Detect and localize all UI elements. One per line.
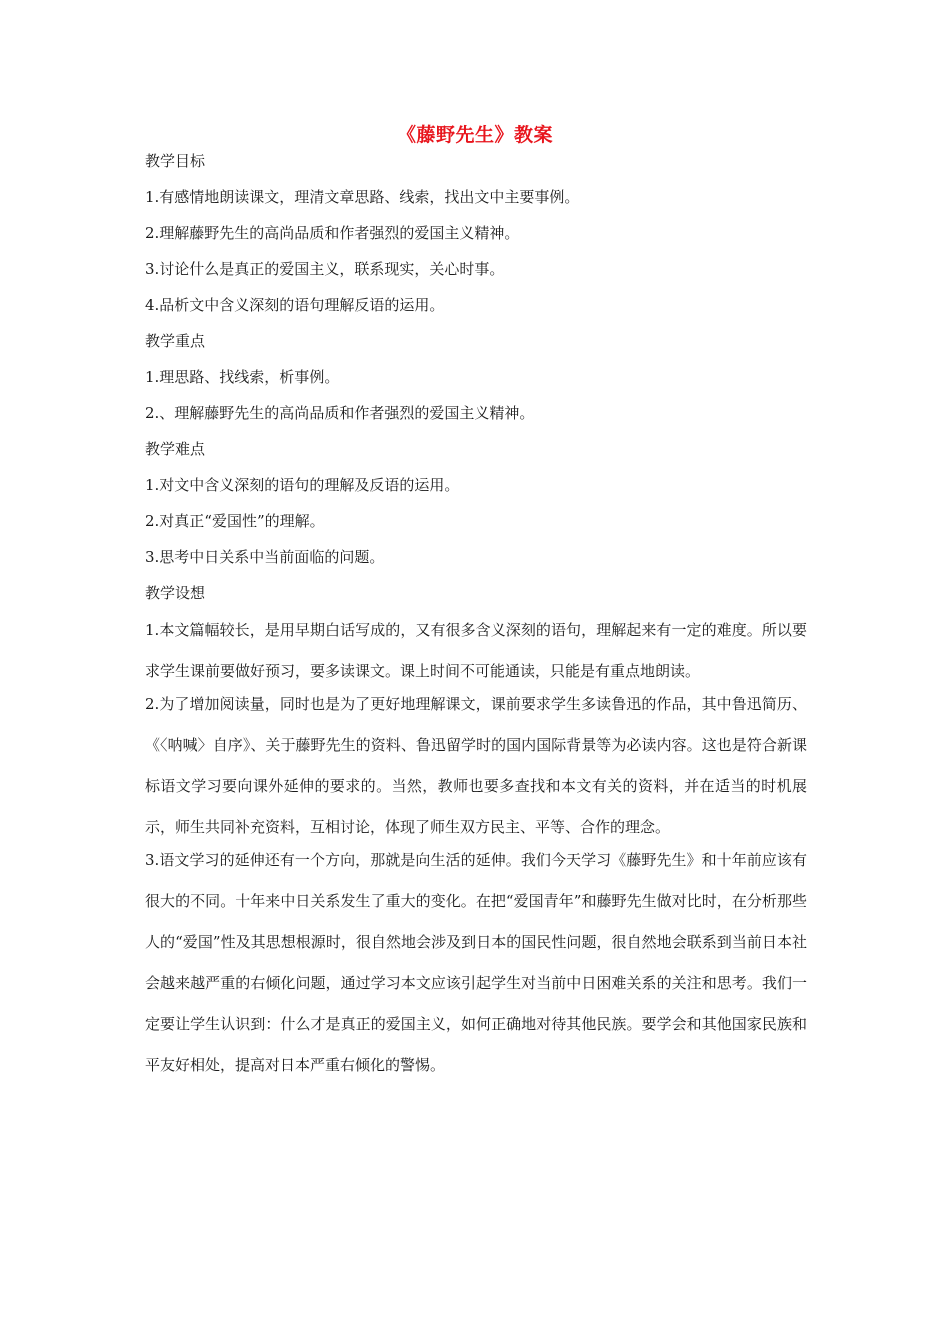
section-heading-focus: 教学重点	[145, 332, 206, 350]
focus-item: 1.理思路、找线索，析事例。	[145, 368, 340, 386]
design-paragraph: 2.为了增加阅读量，同时也是为了更好地理解课文，课前要求学生多读鲁迅的作品，其中鲁迅简历、《〈呐喊〉自序》、关于藤野先生的资料、鲁迅留学时的国内国际背景等为必读内容。这也是符合新课标语文学习要向课外延伸的要求的。当然，教师也要多查找和本文有关的资料，并在适当的时机展示，师生共同补充资料，互相讨论，体现了师生双方民主、平等、合作的理念。	[145, 695, 807, 836]
document-body	[145, 150, 807, 1084]
design-paragraph: 1.本文篇幅较长，是用早期白话写成的，又有很多含义深刻的语句，理解起来有一定的难度。所以要求学生课前要做好预习，要多读课文。课上时间不可能通读，只能是有重点地朗读。	[145, 621, 807, 680]
section-heading-design: 教学设想	[145, 584, 206, 602]
goal-item: 1.有感情地朗读课文，理清文章思路、线索，找出文中主要事例。	[145, 188, 580, 206]
goal-item: 3.讨论什么是真正的爱国主义，联系现实，关心时事。	[145, 260, 505, 278]
difficulty-item: 2.对真正“爱国性”的理解。	[145, 512, 325, 530]
difficulty-item: 3.思考中日关系中当前面临的问题。	[145, 548, 385, 566]
difficulty-item: 1.对文中含义深刻的语句的理解及反语的运用。	[145, 476, 460, 494]
focus-item: 2.、理解藤野先生的高尚品质和作者强烈的爱国主义精神。	[145, 404, 535, 422]
goal-item: 2.理解藤野先生的高尚品质和作者强烈的爱国主义精神。	[145, 224, 520, 242]
goal-item: 4.品析文中含义深刻的语句理解反语的运用。	[145, 296, 445, 314]
section-heading-goals: 教学目标	[145, 152, 206, 170]
design-paragraph: 3.语文学习的延伸还有一个方向，那就是向生活的延伸。我们今天学习《藤野先生》和十年前应该有很大的不同。十年来中日关系发生了重大的变化。在把“爱国青年”和藤野先生做对比时，在分析那些人的“爱国”性及其思想根源时，很自然地会涉及到日本的国民性问题，很自然地会联系到当前日本社会越来越严重的右倾化问题，通过学习本文应该引起学生对当前中日困难关系的关注和思考。我们一定要让学生认识到：什么才是真正的爱国主义，如何正确地对待其他民族。要学会和其他国家民族和平友好相处，提高对日本严重右倾化的警惕。	[145, 851, 807, 1074]
document-title: 《藤野先生》教案	[396, 124, 553, 146]
section-heading-difficulty: 教学难点	[145, 440, 206, 458]
